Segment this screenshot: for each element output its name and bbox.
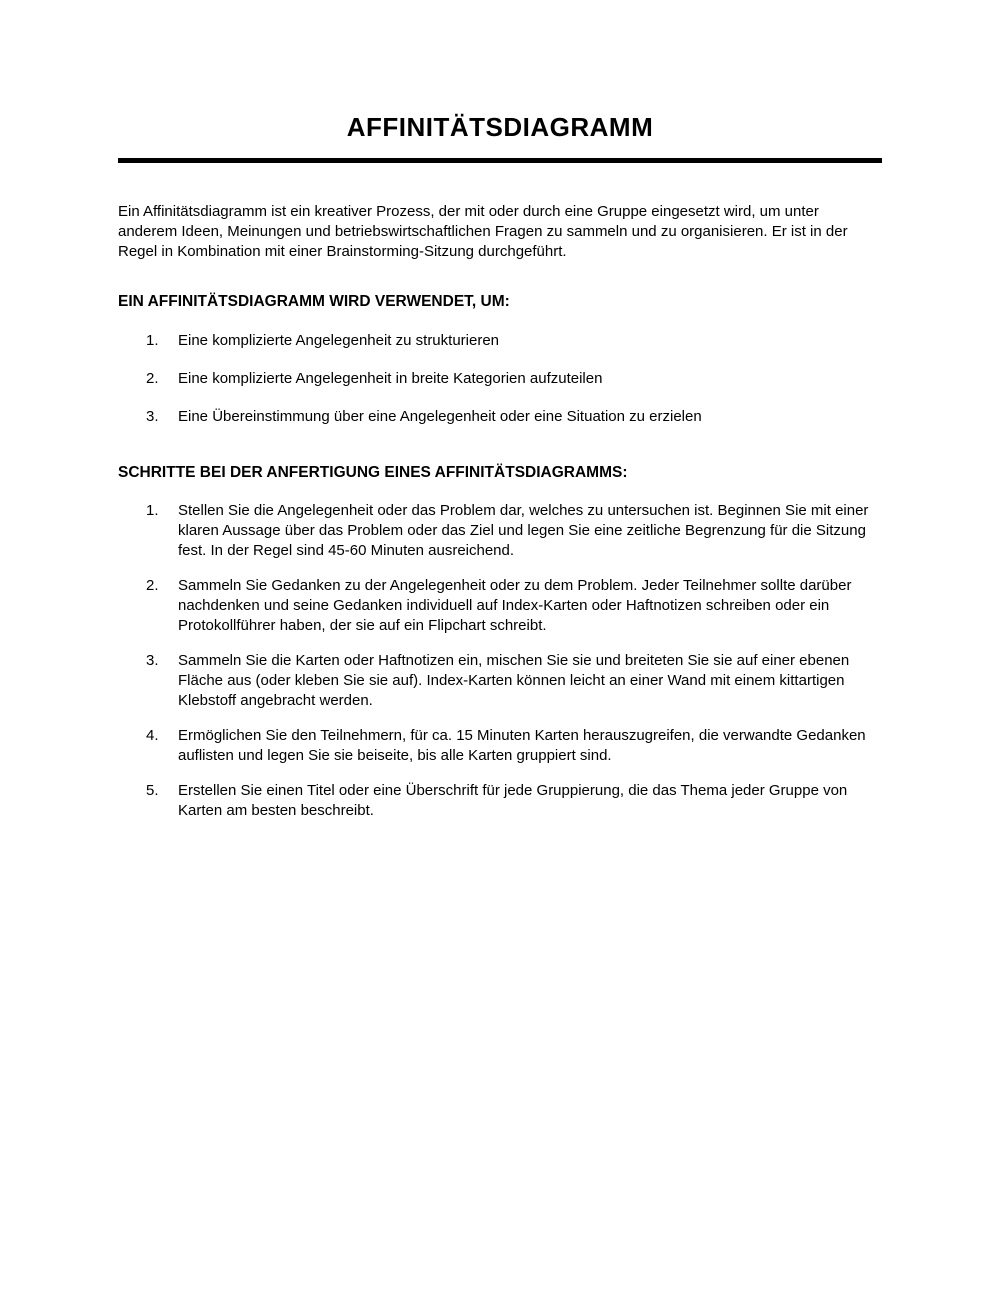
title-divider-rule <box>118 158 882 163</box>
usage-list-item: Eine komplizierte Angelegenheit in breite Kategorien aufzuteilen <box>178 370 603 387</box>
section-heading-usage: EIN AFFINITÄTSDIAGRAMM WIRD VERWENDET, UM: <box>118 293 510 310</box>
steps-list-item: Ermöglichen Sie den Teilnehmern, für ca. 15 Minuten Karten herauszugreifen, die verwandte Gedanken auflisten und legen Sie sie beiseite, bis alle Karten gruppiert sind. <box>178 727 866 764</box>
steps-list-item: Erstellen Sie einen Titel oder eine Überschrift für jede Gruppierung, die das Thema jeder Gruppe von Karten am besten beschreibt. <box>178 782 848 819</box>
usage-list-item: Eine komplizierte Angelegenheit zu strukturieren <box>178 332 500 349</box>
usage-list <box>118 331 882 427</box>
usage-list-item: Eine Übereinstimmung über eine Angelegenheit oder eine Situation zu erzielen <box>178 408 702 425</box>
steps-list <box>118 501 882 821</box>
steps-list-item: Sammeln Sie Gedanken zu der Angelegenheit oder zu dem Problem. Jeder Teilnehmer sollte darüber nachdenken und seine Gedanken individuell auf Index-Karten oder Haftnotizen schreiben oder ein Protokollführer haben, der sie auf ein Flipchart schreibt. <box>178 577 852 634</box>
steps-list-item: Stellen Sie die Angelegenheit oder das Problem dar, welches zu untersuchen ist. Beginnen Sie mit einer klaren Aussage über das Problem oder das Ziel und legen Sie eine zeitliche Begrenzung für die Sitzung fest. In der Regel sind 45-60 Minuten ausreichend. <box>178 502 869 559</box>
intro-paragraph: Ein Affinitätsdiagramm ist ein kreativer Prozess, der mit oder durch eine Gruppe eingesetzt wird, um unter anderem Ideen, Meinungen und betriebswirtschaftlichen Fragen zu sammeln und zu organisieren. Er ist in der Regel in Kombination mit einer Brainstorming-Sitzung durchgeführt. <box>118 203 848 260</box>
section-heading-steps: SCHRITTE BEI DER ANFERTIGUNG EINES AFFINITÄTSDIAGRAMMS: <box>118 464 628 481</box>
steps-list-item: Sammeln Sie die Karten oder Haftnotizen ein, mischen Sie sie und breiteten Sie sie auf einer ebenen Fläche aus (oder kleben Sie sie auf). Index-Karten können leicht an einer Wand mit einem kittartigen Klebstoff angebracht werden. <box>178 652 850 709</box>
document-content <box>118 112 882 821</box>
document-title: AFFINITÄTSDIAGRAMM <box>346 112 654 142</box>
